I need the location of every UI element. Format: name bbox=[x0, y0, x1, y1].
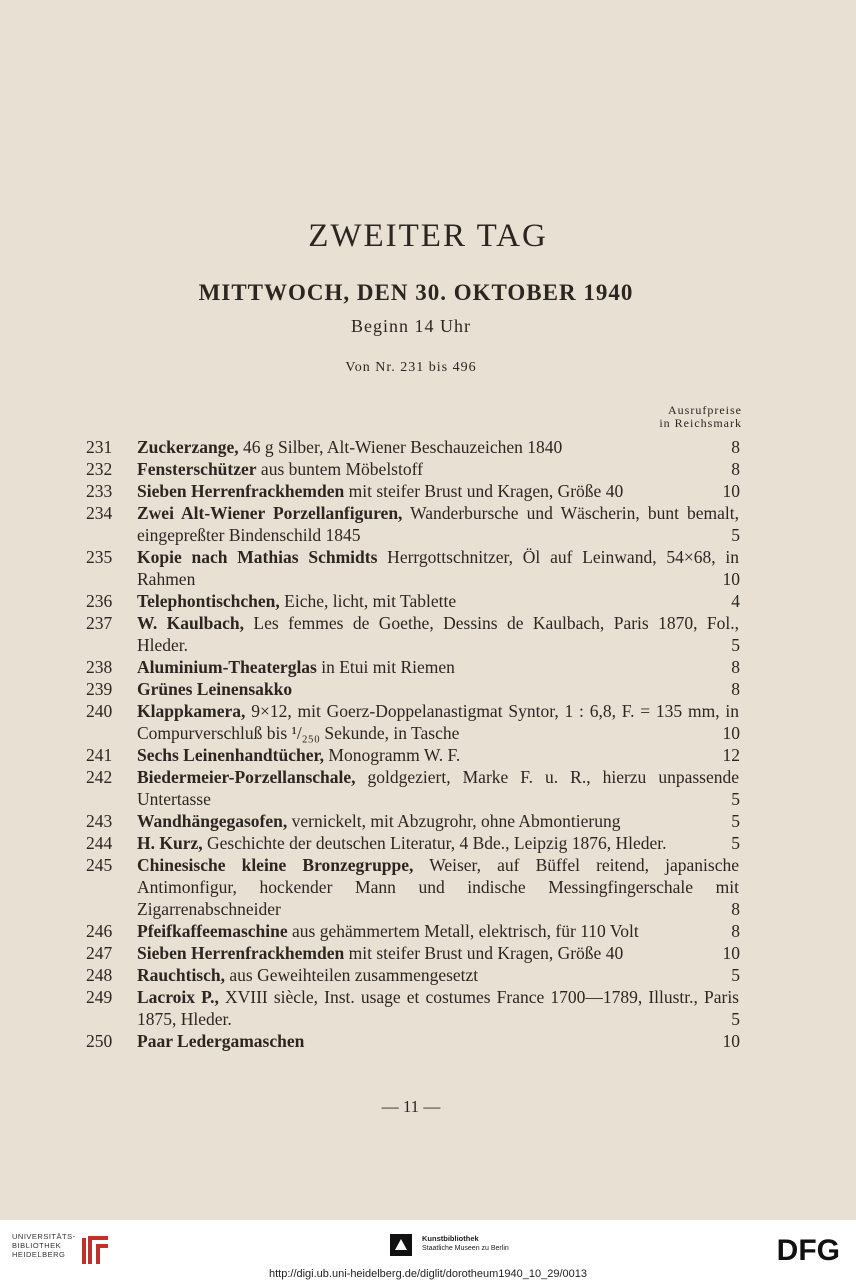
lot-row bbox=[0, 546, 856, 590]
lot-title: Paar Ledergamaschen bbox=[137, 1031, 305, 1051]
lot-price: 10 bbox=[722, 1031, 740, 1051]
lot-number: 244 bbox=[86, 833, 113, 853]
lot-title: Zuckerzange, bbox=[137, 437, 239, 457]
lot-title: Biedermeier-Porzellanschale, bbox=[137, 767, 356, 787]
lot-title: Lacroix P., bbox=[137, 987, 219, 1007]
lot-details: 46 g Silber, Alt-Wiener Beschauzeichen 1840 bbox=[238, 437, 563, 457]
lot-description bbox=[137, 502, 739, 546]
dfg-logo-text: DFG bbox=[776, 1234, 840, 1264]
lot-price: 5 bbox=[731, 525, 740, 545]
lot-number: 240 bbox=[86, 701, 113, 721]
lot-price: 5 bbox=[731, 965, 740, 985]
lot-price: 8 bbox=[731, 459, 740, 479]
lot-title: Wandhängegasofen, bbox=[137, 811, 288, 831]
lot-row bbox=[0, 964, 856, 986]
dfg-logo[interactable] bbox=[762, 1234, 842, 1264]
lot-description bbox=[137, 678, 739, 700]
lot-description bbox=[137, 942, 739, 964]
lot-row bbox=[0, 480, 856, 502]
lot-row bbox=[0, 700, 856, 744]
lot-row bbox=[0, 436, 856, 458]
lot-description bbox=[137, 480, 739, 502]
lot-number: 243 bbox=[86, 811, 113, 831]
lot-price: 5 bbox=[731, 811, 740, 831]
lot-details: Les femmes de Goethe, Dessins de Kaulbach, Paris 1870, Fol., Hleder. bbox=[137, 613, 739, 655]
lot-details: Wanderbursche und Wäscherin, bunt bemalt, eingepreßter Bindenschild 1845 bbox=[137, 503, 739, 545]
ub-heidelberg-logo[interactable] bbox=[12, 1232, 76, 1259]
lot-description bbox=[137, 436, 739, 458]
lot-title: Zwei Alt-Wiener Porzellanfiguren, bbox=[137, 503, 403, 523]
lot-description bbox=[137, 810, 739, 832]
price-header-line1: Ausrufpreise bbox=[668, 403, 742, 417]
lot-details: aus Geweihteilen zusammengesetzt bbox=[225, 965, 479, 985]
lot-range: Von Nr. 231 bis 496 bbox=[345, 360, 477, 375]
lot-description bbox=[137, 854, 739, 920]
lot-number: 248 bbox=[86, 965, 113, 985]
page-number: — 11 — bbox=[381, 1097, 441, 1116]
lot-price: 10 bbox=[722, 481, 740, 501]
lot-description bbox=[137, 656, 739, 678]
lot-title: Fensterschützer bbox=[137, 459, 257, 479]
lot-description bbox=[137, 612, 739, 656]
lot-details: mit steifer Brust und Kragen, Größe 40 bbox=[344, 481, 624, 501]
lot-details: aus buntem Möbelstoff bbox=[256, 459, 423, 479]
lot-description bbox=[137, 458, 739, 480]
lot-price: 5 bbox=[731, 635, 740, 655]
lot-price: 10 bbox=[722, 569, 740, 589]
lot-details: goldgeziert, Marke F. u. R., hierzu unpassende Untertasse bbox=[137, 767, 739, 809]
lot-row bbox=[0, 986, 856, 1030]
lot-details: 9×12, mit Goerz-Doppelanastigmat Syntor, 1 : 6,8, F. = 135 mm, in Compurverschluß bis ¹/₂₅₀ Sekunde, in Tasche bbox=[137, 701, 739, 743]
lot-price: 8 bbox=[731, 921, 740, 941]
lot-row bbox=[0, 590, 856, 612]
lot-details: XVIII siècle, Inst. usage et costumes France 1700—1789, Illustr., Paris 1875, Hleder. bbox=[137, 987, 739, 1029]
lot-title: H. Kurz, bbox=[137, 833, 203, 853]
lot-details: mit steifer Brust und Kragen, Größe 40 bbox=[344, 943, 624, 963]
auction-date: MITTWOCH, DEN 30. OKTOBER 1940 bbox=[198, 280, 634, 305]
lot-number: 233 bbox=[86, 481, 113, 501]
lot-number: 235 bbox=[86, 547, 113, 567]
kunstbibliothek-icon bbox=[390, 1234, 412, 1256]
lot-title: Pfeifkaffeemaschine bbox=[137, 921, 288, 941]
lot-title: Kopie nach Mathias Schmidts bbox=[137, 547, 378, 567]
lot-row bbox=[0, 810, 856, 832]
lot-row bbox=[0, 854, 856, 920]
price-column-header bbox=[659, 404, 742, 430]
lot-number: 242 bbox=[86, 767, 113, 787]
lot-number: 241 bbox=[86, 745, 113, 765]
lot-description bbox=[137, 546, 739, 590]
lot-price: 8 bbox=[731, 679, 740, 699]
lot-description bbox=[137, 986, 739, 1030]
lot-description bbox=[137, 832, 739, 854]
lot-number: 238 bbox=[86, 657, 113, 677]
lot-row bbox=[0, 502, 856, 546]
lot-row bbox=[0, 458, 856, 480]
lot-price: 4 bbox=[731, 591, 740, 611]
lot-details: Weiser, auf Büffel reitend, japanische Antimonfigur, hockender Mann und indische Messingfingerschale mit Zigarrenabschneider bbox=[137, 855, 739, 919]
lot-list bbox=[0, 436, 856, 1052]
lot-price: 12 bbox=[722, 745, 740, 765]
lot-row bbox=[0, 744, 856, 766]
lot-number: 247 bbox=[86, 943, 113, 963]
lot-title: Sieben Herrenfrackhemden bbox=[137, 943, 345, 963]
lot-title: Grünes Leinensakko bbox=[137, 679, 293, 699]
ub-emblem-icon bbox=[78, 1232, 114, 1268]
lot-description bbox=[137, 1030, 739, 1052]
lot-title: Chinesische kleine Bronzegruppe, bbox=[137, 855, 414, 875]
lot-row bbox=[0, 920, 856, 942]
lot-description bbox=[137, 700, 739, 744]
lot-number: 239 bbox=[86, 679, 113, 699]
lot-row bbox=[0, 832, 856, 854]
lot-row bbox=[0, 678, 856, 700]
viewer-footer bbox=[0, 1220, 856, 1283]
lot-number: 246 bbox=[86, 921, 113, 941]
lot-number: 245 bbox=[86, 855, 113, 875]
lot-price: 8 bbox=[731, 657, 740, 677]
lot-price: 10 bbox=[722, 943, 740, 963]
lot-number: 237 bbox=[86, 613, 113, 633]
lot-title: Telephontischchen, bbox=[137, 591, 280, 611]
lot-description bbox=[137, 744, 739, 766]
lot-title: W. Kaulbach, bbox=[137, 613, 244, 633]
lot-title: Klappkamera, bbox=[137, 701, 246, 721]
lot-description bbox=[137, 964, 739, 986]
lot-title: Sieben Herrenfrackhemden bbox=[137, 481, 345, 501]
start-time: Beginn 14 Uhr bbox=[351, 316, 471, 336]
lot-details: Herrgottschnitzer, Öl auf Leinwand, 54×68, in Rahmen bbox=[137, 547, 740, 589]
lot-details: in Etui mit Riemen bbox=[316, 657, 455, 677]
lot-title: Sechs Leinenhandtücher, bbox=[137, 745, 325, 765]
price-header-line2: in Reichsmark bbox=[659, 416, 742, 430]
lot-number: 236 bbox=[86, 591, 113, 611]
lot-number: 234 bbox=[86, 503, 113, 523]
lot-price: 10 bbox=[722, 723, 740, 743]
lot-row bbox=[0, 656, 856, 678]
lot-row bbox=[0, 942, 856, 964]
lot-description bbox=[137, 766, 739, 810]
lot-number: 232 bbox=[86, 459, 113, 479]
lot-title: Rauchtisch, bbox=[137, 965, 225, 985]
lot-details: Eiche, licht, mit Tablette bbox=[279, 591, 457, 611]
page-title: ZWEITER TAG bbox=[308, 218, 548, 254]
lot-details: aus gehämmertem Metall, elektrisch, für 110 Volt bbox=[287, 921, 639, 941]
lot-title: Aluminium-Theaterglas bbox=[137, 657, 317, 677]
permalink-url[interactable]: http://digi.ub.uni-heidelberg.de/diglit/dorotheum1940_10_29/0013 bbox=[268, 1268, 588, 1280]
lot-row bbox=[0, 766, 856, 810]
lot-price: 8 bbox=[731, 437, 740, 457]
lot-row bbox=[0, 1030, 856, 1052]
lot-price: 5 bbox=[731, 833, 740, 853]
lot-price: 5 bbox=[731, 1009, 740, 1029]
ub-logo-text: UNIVERSITÄTS- BIBLIOTHEK HEIDELBERG bbox=[12, 1232, 76, 1259]
lot-details: Monogramm W. F. bbox=[324, 745, 461, 765]
lot-description bbox=[137, 590, 739, 612]
lot-details: Geschichte der deutschen Literatur, 4 Bde., Leipzig 1876, Hleder. bbox=[202, 833, 667, 853]
lot-row bbox=[0, 612, 856, 656]
lot-number: 250 bbox=[86, 1031, 113, 1051]
lot-number: 231 bbox=[86, 437, 113, 457]
lot-description bbox=[137, 920, 739, 942]
lot-price: 8 bbox=[731, 899, 740, 919]
kunstbibliothek-text: Kunstbibliothek Staatliche Museen zu Berlin bbox=[422, 1234, 509, 1252]
lot-number: 249 bbox=[86, 987, 113, 1007]
lot-details: vernickelt, mit Abzugrohr, ohne Abmontierung bbox=[287, 811, 621, 831]
lot-price: 5 bbox=[731, 789, 740, 809]
